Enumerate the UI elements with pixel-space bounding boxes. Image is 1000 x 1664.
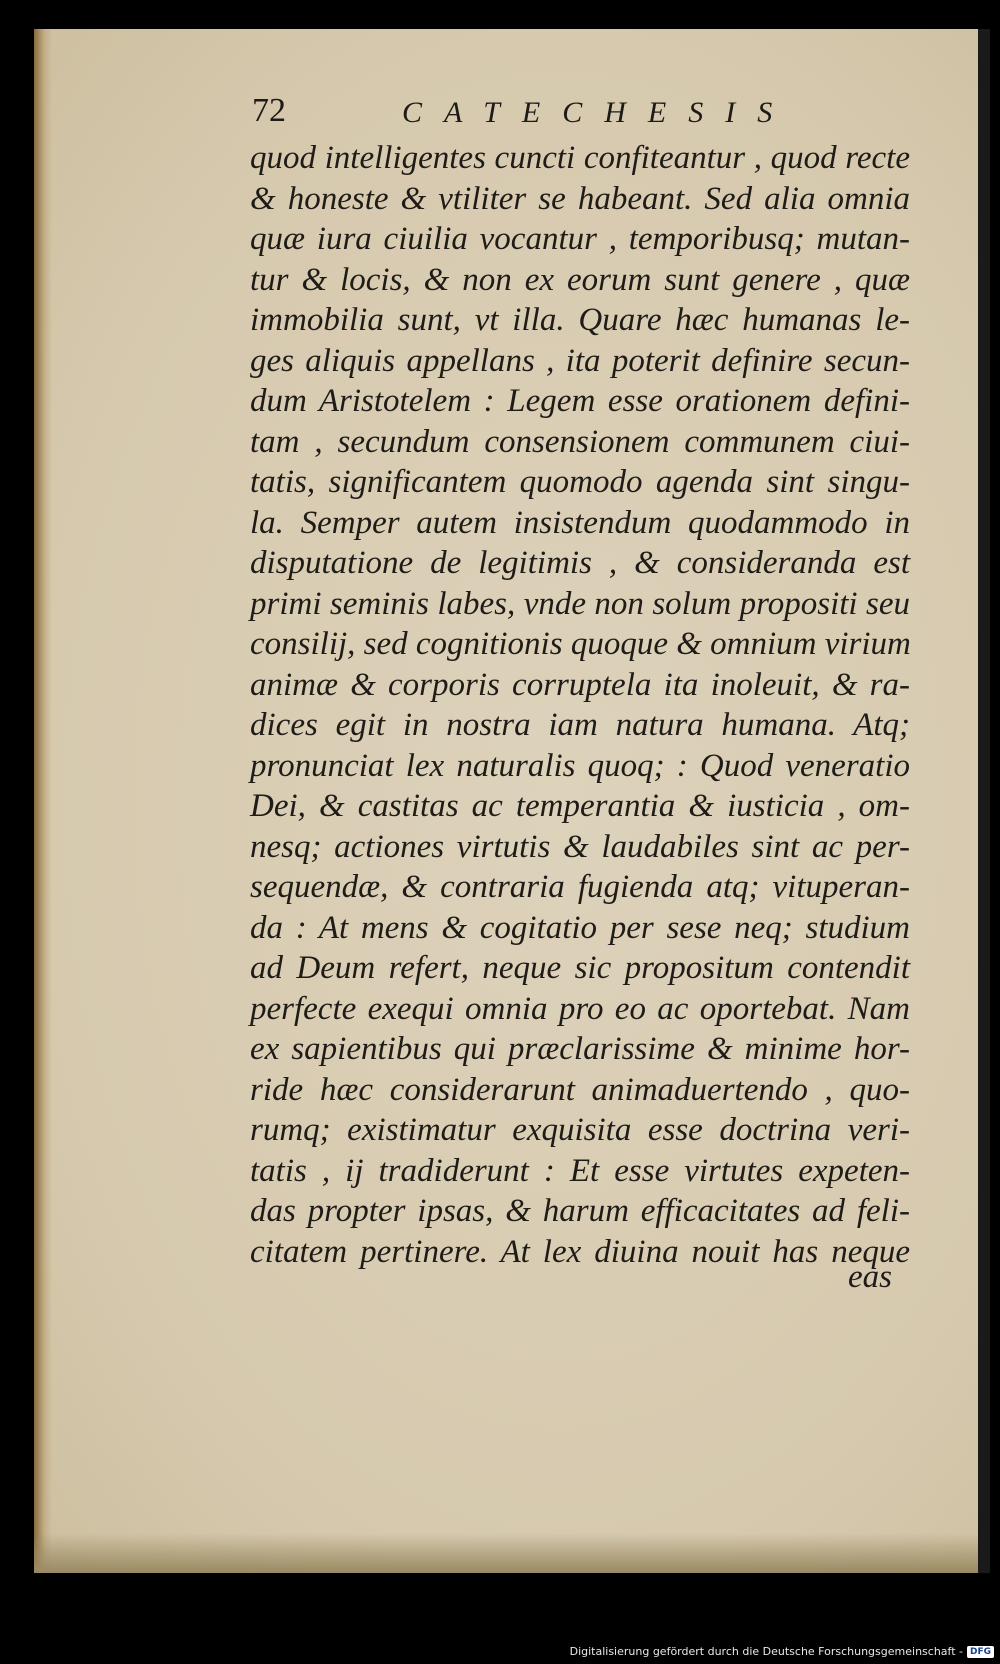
text-line: tatis , ij tradiderunt : Et esse virtutes expeten-: [250, 1152, 910, 1189]
text-line: das propter ipsas, & harum efficacitates ad feli-: [250, 1193, 910, 1229]
text-line: perfecte exequi omnia pro eo ac oportebat. Nam: [250, 990, 910, 1027]
footer-bar: [0, 1630, 1000, 1664]
text-line: primi seminis labes, vnde non solum propositi seu: [250, 585, 910, 622]
text-line: dices egit in nostra iam natura humana. Atq;: [250, 707, 910, 743]
running-head: [252, 92, 812, 140]
catchword: eas: [848, 1259, 892, 1295]
page-number: 72: [252, 92, 286, 129]
text-line: ride hæc considerarunt animaduertendo , quo-: [250, 1071, 910, 1108]
text-line: sequendæ, & contraria fugienda atq; vituperan-: [250, 869, 910, 905]
text-line: quod intelligentes cuncti confiteantur , quod recte: [250, 140, 910, 176]
text-line: animæ & corporis corruptela ita inoleuit, & ra-: [250, 666, 910, 703]
page-bottom-shadow: [34, 1533, 990, 1573]
text-line: dum Aristotelem : Legem esse orationem defini-: [250, 383, 910, 419]
attribution: [570, 1645, 994, 1658]
text-block: [250, 138, 910, 1272]
text-line: rumq; existimatur exquisita esse doctrina veri-: [250, 1112, 910, 1148]
text-line: tatis, significantem quomodo agenda sint singu-: [250, 464, 910, 500]
text-line: pronunciat lex naturalis quoq; : Quod veneratio: [250, 747, 910, 784]
text-line: citatem pertinere. At lex diuina nouit has neque: [250, 1233, 910, 1270]
page-edge-shadow: [34, 29, 52, 1573]
text-line: quæ iura ciuilia vocantur , temporibusq; mutan-: [250, 221, 910, 257]
text-line: da : At mens & cogitatio per sese neq; studium: [250, 909, 910, 946]
text-line: ges aliquis appellans , ita poterit definire secun-: [250, 342, 910, 379]
text-line: & honeste & vtiliter se habeant. Sed alia omnia: [250, 180, 910, 217]
text-line: consilij, sed cognitionis quoque & omnium virium: [250, 626, 911, 662]
text-line: la. Semper autem insistendum quodammodo in: [250, 504, 910, 541]
text-line: ad Deum refert, neque sic propositum contendit: [250, 950, 910, 986]
text-line: disputatione de legitimis , & consideranda est: [250, 545, 910, 581]
text-line: tam , secundum consensionem communem ciui-: [250, 423, 910, 460]
attribution-text: Digitalisierung gefördert durch die Deutsche Forschungsgemeinschaft -: [569, 1645, 963, 1658]
text-line: ex sapientibus qui præclarissime & minime hor-: [250, 1031, 910, 1067]
text-line: Dei, & castitas ac temperantia & iusticia , om-: [250, 788, 910, 824]
text-line: tur & locis, & non ex eorum sunt genere , quæ: [250, 261, 910, 298]
dfg-logo: DFG: [967, 1646, 994, 1658]
running-title: CATECHESIS: [402, 96, 795, 129]
text-line: immobilia sunt, vt illa. Quare hæc humanas le-: [250, 302, 910, 338]
text-line: nesq; actiones virtutis & laudabiles sint ac per-: [250, 828, 910, 865]
gutter-strip: [978, 29, 990, 1573]
